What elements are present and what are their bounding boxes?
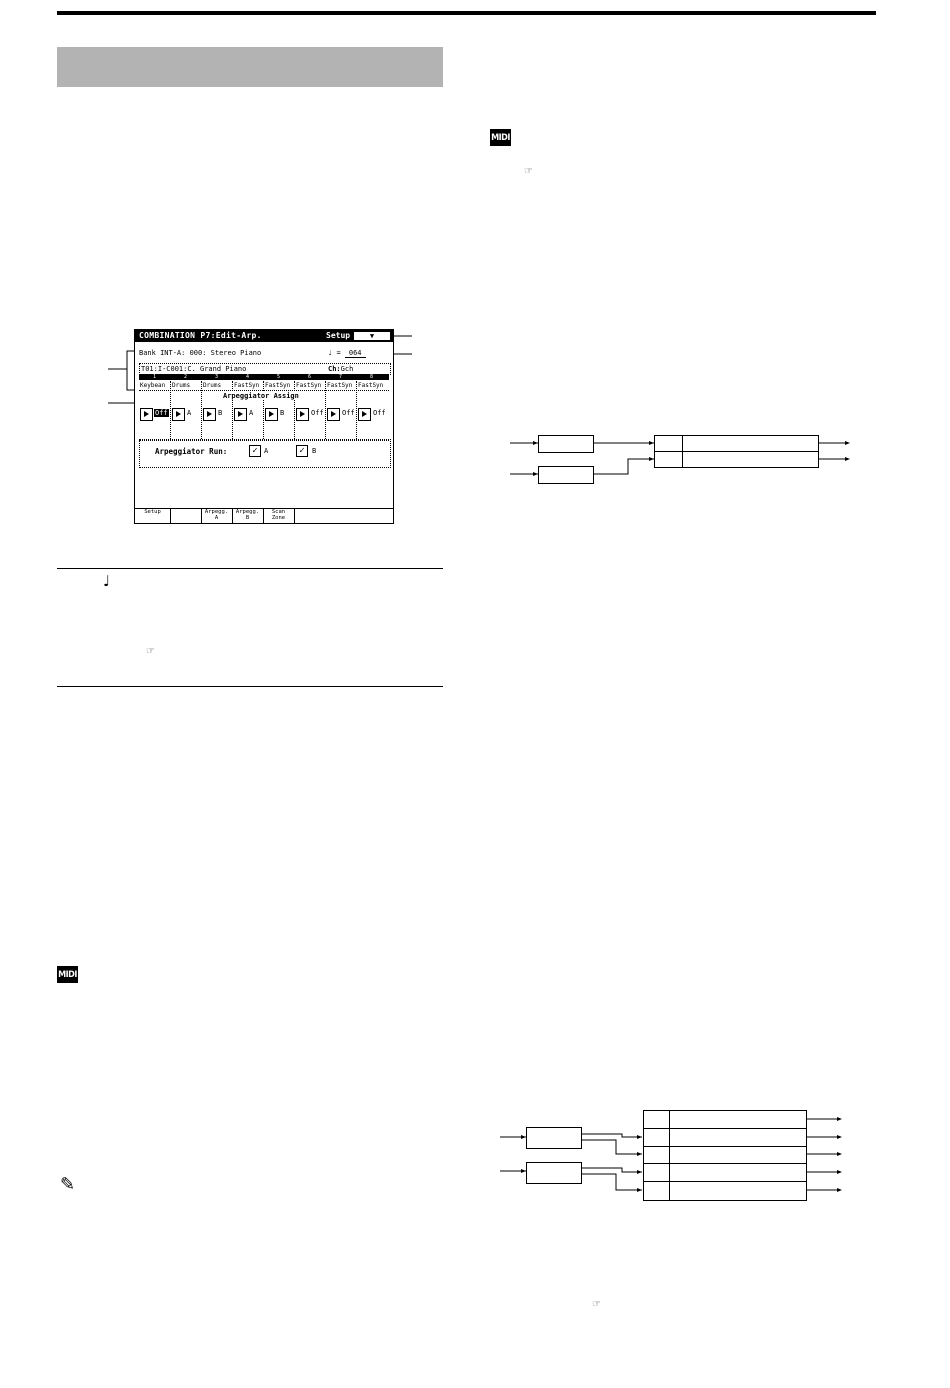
timbre-name: FastSyn — [358, 382, 384, 389]
tab-arpeggiator-b[interactable]: Arpegg. B — [232, 509, 264, 523]
arpeggiator-a-block — [526, 1127, 582, 1149]
tab-empty — [170, 509, 202, 523]
assign-value: B — [280, 409, 285, 417]
tempo-note-icon: ♩ — [103, 572, 111, 590]
assign-value-selected[interactable]: Off — [155, 409, 168, 417]
timbre-name: FastSyn — [327, 382, 353, 389]
assign-button[interactable] — [327, 408, 340, 421]
run-b-label: B — [312, 447, 317, 455]
arpeggiator-assign-label: Arpeggiator Assign — [223, 392, 299, 400]
run-a-label: A — [264, 447, 269, 455]
timbre-name: FastSyn — [234, 382, 260, 389]
tempo-note-icon: ♩ — [328, 349, 333, 357]
tab-scan-zone[interactable]: Scan Zone — [263, 509, 295, 523]
lcd-page-title: COMBINATION P7:Edit-Arp. — [139, 331, 262, 340]
assign-value: Off — [373, 409, 386, 417]
assign-button[interactable] — [296, 408, 309, 421]
reference-icon: ☞ — [592, 1299, 601, 1310]
midi-badge: MIDI — [490, 129, 511, 146]
timbre-name: FastSyn — [296, 382, 322, 389]
parameter-rule-bottom — [57, 686, 443, 687]
page-menu-button[interactable]: ▼ — [354, 332, 390, 340]
lcd-title-bar — [135, 330, 393, 342]
timbre-line: T01:I-C001:C. Grand Piano — [141, 365, 247, 373]
timbre-name: FastSyn — [265, 382, 291, 389]
reference-icon: ☞ — [146, 646, 155, 657]
assign-button[interactable] — [172, 408, 185, 421]
tempo-value[interactable]: 064 — [345, 349, 366, 358]
assign-value: A — [249, 409, 254, 417]
tab-arpeggiator-a[interactable]: Arpegg. A — [201, 509, 233, 523]
arpeggiator-b-block — [538, 466, 594, 484]
timbre-name: Drums — [203, 382, 222, 389]
reference-icon: ☞ — [524, 166, 533, 177]
assign-button[interactable] — [234, 408, 247, 421]
assign-value: Off — [342, 409, 355, 417]
channel-info: Ch:Gch — [328, 365, 354, 373]
lcd-screen — [134, 329, 394, 524]
caution-icon: ✎ — [60, 1174, 76, 1195]
arpeggiator-b-block — [526, 1162, 582, 1184]
assign-button[interactable] — [265, 408, 278, 421]
timbre-name: Keybean — [140, 382, 166, 389]
parameter-rule-top — [57, 568, 443, 569]
run-a-checkbox[interactable]: ✓ — [249, 445, 261, 457]
assign-value: Off — [311, 409, 324, 417]
arpeggiator-run-label: Arpeggiator Run: — [155, 447, 228, 456]
midi-badge: MIDI — [57, 966, 78, 983]
assign-button[interactable] — [203, 408, 216, 421]
run-b-checkbox[interactable]: ✓ — [296, 445, 308, 457]
track-number-strip: 1 2 3 4 5 6 7 8 — [139, 374, 389, 380]
tab-setup[interactable]: Setup — [135, 509, 171, 523]
tempo-field[interactable]: ♩ = 064 — [328, 349, 366, 357]
timbre-name: Drums — [172, 382, 191, 389]
assign-button[interactable] — [140, 408, 153, 421]
timbre-table-block — [643, 1110, 807, 1201]
assign-button[interactable] — [358, 408, 371, 421]
bank-select-field[interactable]: Bank INT-A: 000: Stereo Piano — [139, 349, 262, 357]
lcd-page-label: Setup — [326, 331, 351, 340]
assign-value: B — [218, 409, 223, 417]
assign-value: A — [187, 409, 192, 417]
arpeggiator-a-block — [538, 435, 594, 453]
lcd-tab-bar — [135, 508, 393, 524]
